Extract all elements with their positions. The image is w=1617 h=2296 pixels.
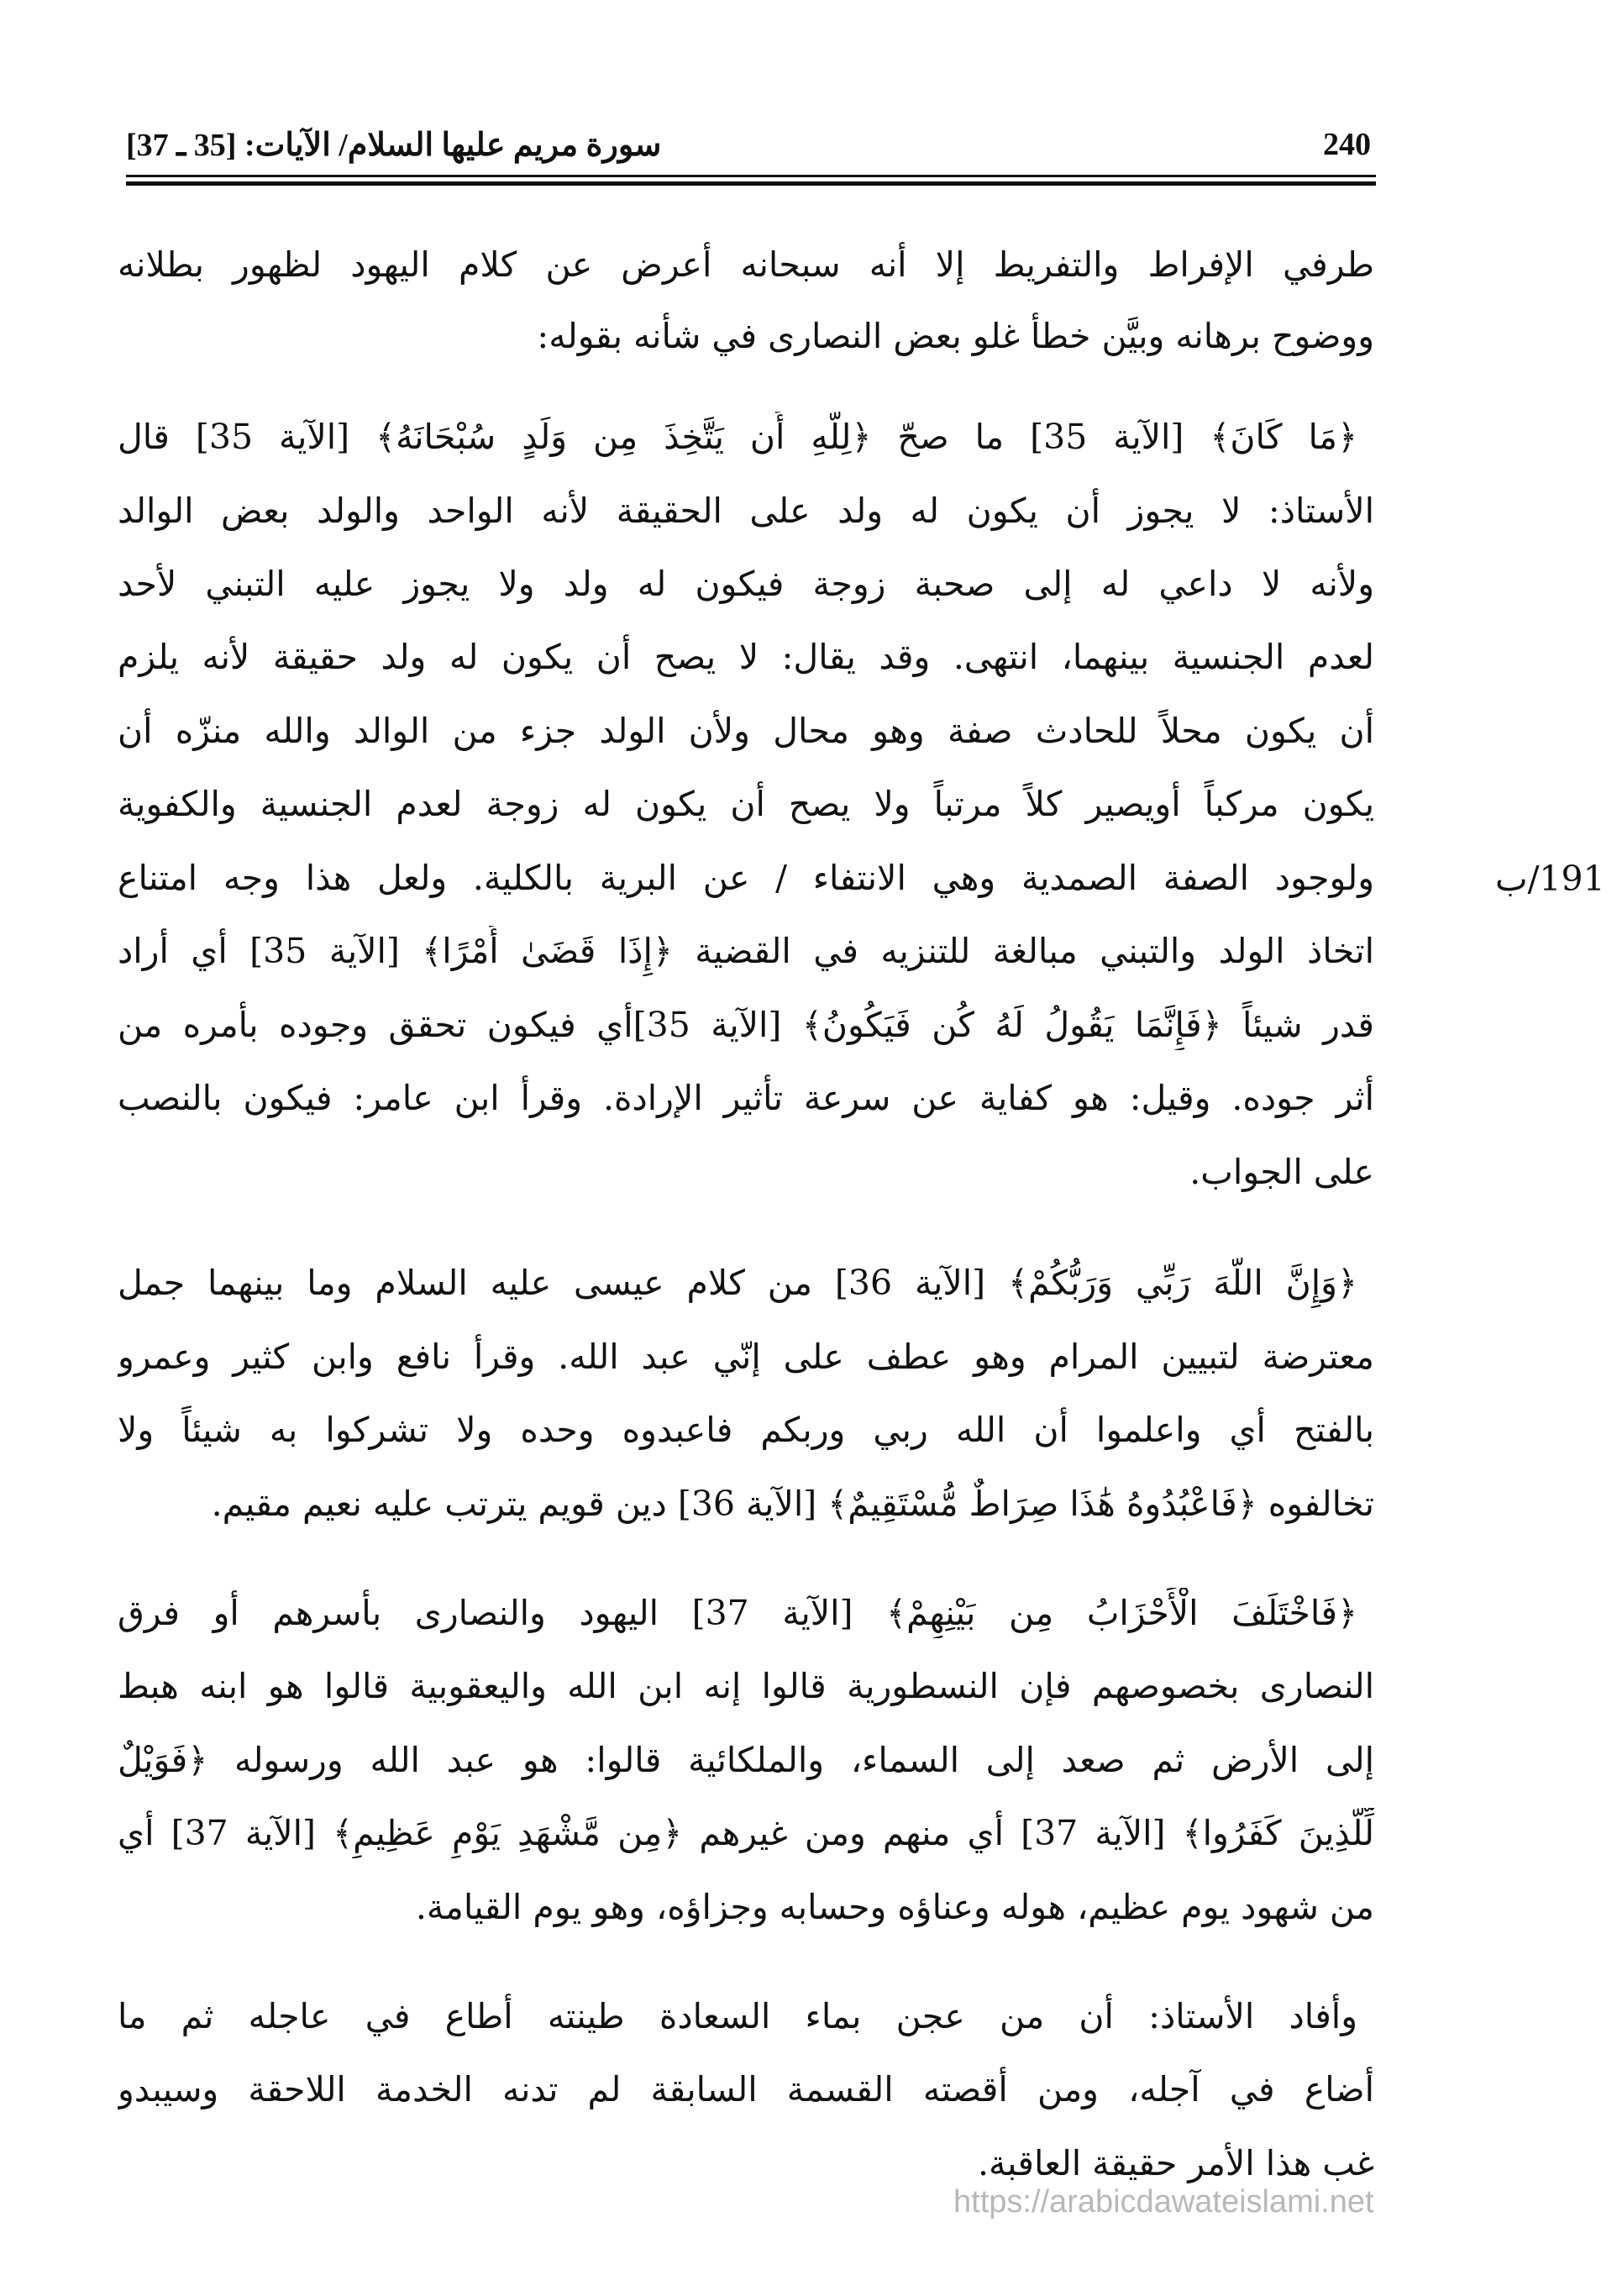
text-line: لعدم الجنسية بينهما، انتهى. وقد يقال: لا يصح أن يكون له ولد حقيقة لأنه يلزم bbox=[118, 637, 1374, 677]
margin-folio-note: 191/ب bbox=[1495, 859, 1605, 899]
text-line: معترضة لتبيين المرام وهو عطف على إنّي عبد الله. وقرأ نافع وابن كثير وعمرو bbox=[118, 1337, 1374, 1377]
page-number: 240 bbox=[1323, 127, 1371, 162]
text-line: طرفي الإفراط والتفريط إلا أنه سبحانه أعرض عن كلام اليهود لظهور بطلانه bbox=[118, 244, 1374, 285]
text-line: النصارى بخصوصهم فإن النسطورية قالوا إنه ابن الله واليعقوبية قالوا هو ابنه هبط bbox=[118, 1666, 1374, 1706]
text-line: من شهود يوم عظيم، هوله وعناؤه وحسابه وجزاؤه، وهو يوم القيامة. bbox=[415, 1887, 1374, 1927]
text-line: إلى الأرض ثم صعد إلى السماء، والملكائية قالوا: هو عبد الله ورسوله ﴿فَوَيْلٌ bbox=[118, 1740, 1374, 1780]
text-line: أن يكون محلاً للحادث صفة وهو محال ولأن الولد جزء من الوالد والله منزّه أن bbox=[118, 711, 1374, 751]
text-line: ووضوح برهانه وبيَّن خطأ غلو بعض النصارى في شأنه بقوله: bbox=[537, 316, 1374, 356]
text-line: يكون مركباً أويصير كلاً مرتباً ولا يصح أن يكون له زوجة لعدم الجنسية والكفوية bbox=[118, 784, 1374, 824]
text-line: أثر جوده. وقيل: هو كفاية عن سرعة تأثير الإرادة. وقرأ ابن عامر: فيكون بالنصب bbox=[118, 1078, 1374, 1118]
running-header-title: سورة مريم عليها السلام/ الآيات: [35 ـ 37] bbox=[126, 128, 662, 163]
text-line: على الجواب. bbox=[1189, 1152, 1374, 1192]
text-line: قدر شيئاً ﴿فَإِنَّمَا يَقُولُ لَهُ كُن فَيَكُونُ﴾ [الآية 35]أي فيكون تحقق وجوده بأمره من bbox=[118, 1005, 1374, 1045]
text-line: ﴿مَا كَانَ﴾ [الآية 35] ما صحّ ﴿لِلَّهِ أَن يَتَّخِذَ مِن وَلَدٍ سُبْحَانَهُ﴾ [الآية 35] قال bbox=[118, 417, 1357, 457]
text-line: ولأنه لا داعي له إلى صحبة زوجة فيكون له ولد ولا يجوز عليه التبني لأحد bbox=[118, 564, 1374, 604]
text-line: أضاع في آجله، ومن أقصته القسمة السابقة لم تدنه الخدمة اللاحقة وسيبدو bbox=[118, 2069, 1374, 2109]
text-line: ﴿فَاخْتَلَفَ الْأَحْزَابُ مِن بَيْنِهِمْ﴾ [الآية 37] اليهود والنصارى بأسرهم أو فرق bbox=[118, 1593, 1357, 1633]
text-line: الأستاذ: لا يجوز أن يكون له ولد على الحقيقة لأنه الواحد والولد بعض الوالد bbox=[118, 491, 1374, 531]
text-line: وأفاد الأستاذ: أن من عجن بماء السعادة طينته أطاع في عاجله ثم ما bbox=[118, 1996, 1357, 2036]
text-line: ولوجود الصفة الصمدية وهي الانتفاء / عن البرية بالكلية. ولعل هذا وجه امتناع bbox=[118, 858, 1374, 898]
text-line: لِّلَّذِينَ كَفَرُوا﴾ [الآية 37] أي منهم ومن غيرهم ﴿مِن مَّشْهَدِ يَوْمٍ عَظِيمٍ﴾ [الآية 37] أي bbox=[118, 1813, 1374, 1853]
text-line: اتخاذ الولد والتبني مبالغة للتنزيه في القضية ﴿إِذَا قَضَىٰ أَمْرًا﴾ [الآية 35] أي أراد bbox=[118, 931, 1374, 971]
watermark-url: https://arabicdawateislami.net bbox=[953, 2184, 1374, 2220]
header-rule-thin bbox=[126, 175, 1376, 177]
text-line: ﴿وَإِنَّ اللَّهَ رَبِّي وَرَبُّكُمْ﴾ [الآية 36] من كلام عيسى عليه السلام وما بينهما جمل bbox=[118, 1263, 1357, 1303]
text-line: بالفتح أي واعلموا أن الله ربي وربكم فاعبدوه وحده ولا تشركوا به شيئاً ولا bbox=[118, 1410, 1374, 1450]
text-line: تخالفوه ﴿فَاعْبُدُوهُ هَٰذَا صِرَاطٌ مُّسْتَقِيمٌ﴾ [الآية 36] دين قويم يترتب عليه نعيم مقيم. bbox=[211, 1484, 1374, 1524]
header-rule-thick bbox=[126, 181, 1376, 186]
text-line: غب هذا الأمر حقيقة العاقبة. bbox=[977, 2143, 1374, 2183]
